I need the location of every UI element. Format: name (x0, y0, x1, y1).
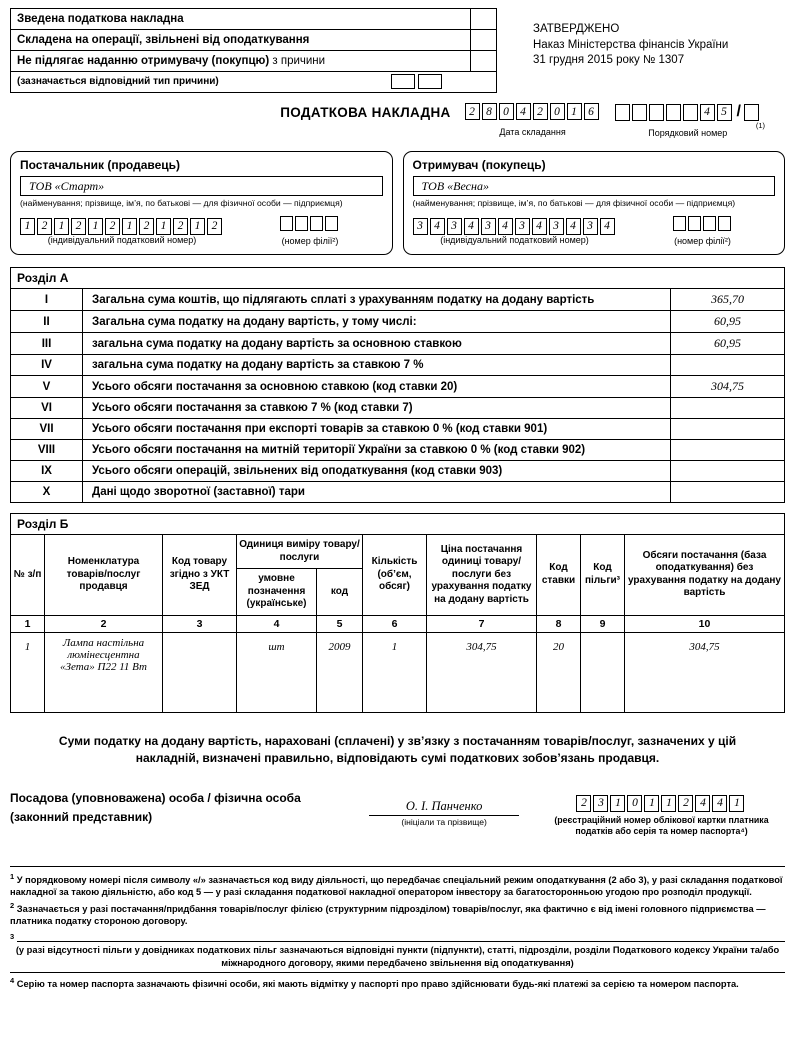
date-cells (465, 103, 601, 120)
digit-cell: 2 (465, 103, 480, 120)
digit-cell: 1 (54, 218, 69, 235)
buyer-branch-caption: (номер філії²) (674, 236, 731, 246)
row-code: X (11, 482, 83, 503)
digit-cell (673, 216, 686, 231)
supplier-branch-group (280, 216, 340, 246)
row-description: загальна сума податку на додану вартість за основною ставкою (83, 333, 671, 355)
footnote-4-text: Серію та номер паспорта зазначають фізичні особи, які мають відмітку у паспорті про право здійснювати будь-які платежі за серією та номером паспорта. (16, 979, 739, 990)
buyer-branch-group (673, 216, 733, 246)
col-number: 6 (363, 615, 427, 632)
digit-cell: 2 (207, 218, 222, 235)
row-amount (671, 482, 785, 503)
reason-type-cell (418, 74, 442, 89)
row-amount (671, 419, 785, 440)
buyer-numbers-row (413, 216, 776, 246)
digit-cell: 3 (481, 218, 496, 235)
not-issued-row (11, 51, 496, 72)
row-amount: 60,95 (671, 333, 785, 355)
section-b-row (11, 632, 785, 712)
footnote-3-rule (17, 941, 785, 942)
digit-cell (649, 104, 664, 121)
digit-cell: 4 (532, 218, 547, 235)
signatory-role-line-2: (законний представник) (10, 809, 153, 824)
digit-cell (703, 216, 716, 231)
digit-cell: 1 (190, 218, 205, 235)
col-number: 7 (427, 615, 537, 632)
col-rate-code: 20 (537, 632, 581, 712)
signatory-role-line-1: Посадова (уповноважена) особа / фізична особа (10, 791, 301, 806)
date-caption: Дата складання (499, 127, 566, 137)
header-volume: Обсяги постачання (база оподаткування) без урахування податку на додану вартість (625, 535, 785, 616)
date-group (465, 103, 601, 140)
row-code: IV (11, 355, 83, 376)
section-a-row (11, 482, 785, 503)
serial-cells (615, 104, 734, 121)
row-amount (671, 398, 785, 419)
supplier-numbers-row (20, 216, 383, 246)
row-amount (671, 440, 785, 461)
header-ukt-code: Код товару згідно з УКТ ЗЕД (163, 535, 237, 616)
digit-cell: 1 (122, 218, 137, 235)
header-unit-group: Одиниця виміру товару/послуги (237, 535, 363, 569)
row-description: Усього обсяги постачання за основною ставкою (код ставки 20) (83, 376, 671, 398)
reason-type-row (11, 72, 496, 92)
footnote-3-blank-line (10, 930, 785, 942)
digit-cell: 2 (533, 103, 548, 120)
supplier-panel (10, 151, 393, 255)
section-a-row (11, 461, 785, 482)
row-amount (671, 461, 785, 482)
col-number: 9 (581, 615, 625, 632)
digit-cell (295, 216, 308, 231)
digit-cell: 3 (593, 795, 608, 812)
col-num: 1 (11, 632, 45, 712)
section-a-row (11, 398, 785, 419)
header-quantity: Кількість (об’єм, обсяг) (363, 535, 427, 616)
digit-cell: 4 (695, 795, 710, 812)
digit-cell: 2 (105, 218, 120, 235)
section-b-header-row-1 (11, 535, 785, 569)
digit-cell (615, 104, 630, 121)
row-description: Загальна сума коштів, що підлягають сплаті з урахуванням податку на додану вартість (83, 289, 671, 311)
row-description: Дані щодо зворотної (заставної) тари (83, 482, 671, 503)
digit-cell: 4 (700, 104, 715, 121)
digit-cell: 1 (20, 218, 35, 235)
section-a-row (11, 333, 785, 355)
buyer-title: Отримувач (покупець) (412, 158, 546, 172)
digit-cell: 4 (516, 103, 531, 120)
footnote-2-marker: 2 (10, 900, 15, 910)
digit-cell (718, 216, 731, 231)
col-volume: 304,75 (625, 632, 785, 712)
supplier-name-value: ТОВ «Старт» (29, 178, 105, 193)
invoice-title-row (10, 103, 765, 141)
footnote-4 (10, 976, 785, 991)
digit-cell: 0 (627, 795, 642, 812)
header-rate-code: Код ставки (537, 535, 581, 616)
digit-cell: 4 (712, 795, 727, 812)
header-section (10, 8, 785, 93)
section-a-title: Розділ А (11, 268, 785, 289)
section-a-row (11, 440, 785, 461)
digit-cell: 3 (549, 218, 564, 235)
digit-cell: 2 (37, 218, 52, 235)
digit-cell: 1 (644, 795, 659, 812)
col-benefit-code (581, 632, 625, 712)
supplier-branch-cells (280, 216, 340, 231)
digit-cell (683, 104, 698, 121)
supplier-branch-caption: (номер філії²) (281, 236, 339, 246)
summary-invoice-checkbox (470, 9, 496, 29)
digit-cell (325, 216, 338, 231)
approved-line-1: ЗАТВЕРДЖЕНО (533, 23, 620, 35)
serial-extra-cells (744, 104, 761, 121)
footnote-1 (10, 872, 785, 899)
col-unit-code: 2009 (317, 632, 363, 712)
col-number: 8 (537, 615, 581, 632)
row-amount: 365,70 (671, 289, 785, 311)
row-amount: 60,95 (671, 311, 785, 333)
col-number: 1 (11, 615, 45, 632)
section-a-row (11, 311, 785, 333)
reason-type-label: (зазначається відповідний тип причини) (17, 76, 219, 87)
digit-cell: 2 (576, 795, 591, 812)
col-number: 2 (45, 615, 163, 632)
buyer-panel (403, 151, 786, 255)
digit-cell: 2 (173, 218, 188, 235)
digit-cell: 6 (584, 103, 599, 120)
exempt-operations-row (11, 30, 496, 51)
section-b-table (10, 513, 785, 713)
col-price: 304,75 (427, 632, 537, 712)
header-price: Ціна постачання одиниці товару/послуги без урахування податку на додану вартість (427, 535, 537, 616)
supplier-name-field (20, 176, 383, 196)
col-quantity: 1 (363, 632, 427, 712)
row-amount: 304,75 (671, 376, 785, 398)
serial-footnote-ref: (1) (755, 121, 765, 130)
buyer-branch-cells (673, 216, 733, 231)
digit-cell: 0 (499, 103, 514, 120)
digit-cell: 2 (71, 218, 86, 235)
approved-block (533, 8, 785, 69)
digit-cell: 2 (678, 795, 693, 812)
row-code: VI (11, 398, 83, 419)
digit-cell: 1 (567, 103, 582, 120)
section-a-table (10, 267, 785, 503)
digit-cell: 2 (139, 218, 154, 235)
supplier-tax-cells (20, 218, 224, 235)
row-description: Усього обсяги постачання за ставкою 7 % (код ставки 7) (83, 398, 671, 419)
not-issued-checkbox (470, 51, 496, 71)
row-description: Загальна сума податку на додану вартість, у тому числі: (83, 311, 671, 333)
supplier-title: Постачальник (продавець) (20, 158, 181, 172)
col-number: 4 (237, 615, 317, 632)
row-amount (671, 355, 785, 376)
col-ukt-code (163, 632, 237, 712)
not-issued-label-bold: Не підлягає наданню отримувачу (покупцю) (17, 55, 270, 67)
serial-caption: Порядковий номер (648, 128, 728, 138)
digit-cell: 3 (515, 218, 530, 235)
col-nomenclature: Лампа настільна люмінесцентна «Зета» П22 11 Вт (45, 632, 163, 712)
header-row-number: № з/п (11, 535, 45, 616)
registration-number-block (538, 789, 785, 837)
exempt-operations-checkbox (470, 30, 496, 50)
footnote-4-marker: 4 (10, 976, 15, 986)
section-a-row (11, 289, 785, 311)
row-description: Усього обсяги постачання при експорті товарів за ставкою 0 % (код ставки 901) (83, 419, 671, 440)
row-code: II (11, 311, 83, 333)
invoice-type-box (10, 8, 497, 93)
header-benefit-code: Код пільги³ (581, 535, 625, 616)
row-code: I (11, 289, 83, 311)
digit-cell (632, 104, 647, 121)
approved-line-3: 31 грудня 2015 року № 1307 (533, 54, 685, 67)
row-code: VIII (11, 440, 83, 461)
supplier-tax-number-group (20, 216, 224, 245)
digit-cell: 3 (447, 218, 462, 235)
supplier-name-caption: (найменування; прізвище, ім’я, по батькові — для фізичної особи — підприємця) (20, 198, 343, 208)
digit-cell (280, 216, 293, 231)
supplier-tax-caption: (індивідуальний податковий номер) (47, 234, 197, 245)
section-b-column-numbers-row (11, 615, 785, 632)
signature-name-block (350, 789, 538, 827)
parties-section (10, 151, 785, 255)
digit-cell: 4 (498, 218, 513, 235)
digit-cell (744, 104, 759, 121)
registration-number-cells (576, 795, 746, 812)
section-b-title-row (11, 514, 785, 535)
section-b-title: Розділ Б (11, 514, 785, 535)
footnote-3-marker: 3 (10, 931, 15, 941)
digit-cell: 3 (413, 218, 428, 235)
footnote-2 (10, 901, 785, 928)
footnote-1-text: У порядковому номері після символу «/» зазначається код виду діяльності, що передбачає спеціальний режим оподаткування (2 або 3), у разі складання податкової накладної за такою діяльністю, або код 5 — у разі складання податкової накладної оператором інвестору за багатосторонньою угодою про розподіл продукції. (10, 874, 783, 898)
buyer-tax-number-group (413, 216, 617, 245)
buyer-name-field (413, 176, 776, 196)
section-a-title-row (11, 268, 785, 289)
registration-number-caption: (реєстраційний номер облікової картки платника податків або серія та номер паспорта⁴) (554, 814, 769, 837)
section-a-row (11, 419, 785, 440)
col-number: 5 (317, 615, 363, 632)
signature-name-caption: (ініціали та прізвище) (401, 817, 487, 828)
digit-cell: 4 (600, 218, 615, 235)
signature-section (10, 789, 785, 837)
digit-cell: 1 (729, 795, 744, 812)
row-code: III (11, 333, 83, 355)
row-description: Усього обсяги постачання на митній території України за ставкою 0 % (код ставки 902) (83, 440, 671, 461)
row-code: VII (11, 419, 83, 440)
digit-cell: 0 (550, 103, 565, 120)
digit-cell (688, 216, 701, 231)
header-nomenclature: Номенклатура товарів/послуг продавця (45, 535, 163, 616)
section-a-row (11, 355, 785, 376)
footnotes-section (10, 866, 785, 991)
buyer-tax-caption: (індивідуальний податковий номер) (440, 234, 589, 245)
digit-cell: 8 (482, 103, 497, 120)
not-issued-label-rest: з причини (272, 55, 326, 67)
row-description: загальна сума податку на додану вартість за ставкою 7 % (83, 355, 671, 376)
summary-invoice-label: Зведена податкова накладна (17, 13, 184, 25)
digit-cell (666, 104, 681, 121)
reason-type-cells (391, 74, 442, 89)
slash-separator: / (736, 103, 741, 120)
section-a-row (11, 376, 785, 398)
buyer-tax-cells (413, 218, 617, 235)
header-unit-code: код (317, 569, 363, 616)
col-number: 10 (625, 615, 785, 632)
invoice-title: ПОДАТКОВА НАКЛАДНА (280, 105, 451, 120)
digit-cell: 4 (464, 218, 479, 235)
digit-cell: 4 (430, 218, 445, 235)
footnote-2-text: Зазначається у разі постачання/придбання товарів/послуг філією (структурним підрозділом) товарів/послуг, яка фактично є від імені головного підприємства — платника податку стороною договору. (10, 903, 766, 927)
footnote-1-marker: 1 (10, 871, 15, 881)
col-unit-name: шт (237, 632, 317, 712)
vat-statement: Суми податку на додану вартість, нараховані (сплачені) у зв’язку з постачанням товарів/послуг, зазначених у цій накладній, визначені правильно, відповідають сумі податкових зобов’язань продавця. (58, 733, 737, 765)
digit-cell: 3 (583, 218, 598, 235)
row-code: V (11, 376, 83, 398)
buyer-name-value: ТОВ «Весна» (421, 178, 489, 193)
digit-cell: 1 (156, 218, 171, 235)
digit-cell: 1 (88, 218, 103, 235)
exempt-operations-label: Складена на операції, звільнені від оподаткування (17, 34, 310, 46)
col-number: 3 (163, 615, 237, 632)
signatory-role-label (10, 789, 324, 826)
not-issued-label (11, 53, 470, 69)
approved-line-2: Наказ Міністерства фінансів України (533, 38, 729, 51)
reason-type-cell (391, 74, 415, 89)
summary-invoice-row (11, 9, 496, 30)
row-description: Усього обсяги операцій, звільнених від оподаткування (код ставки 903) (83, 461, 671, 482)
digit-cell (310, 216, 323, 231)
digit-cell: 1 (610, 795, 625, 812)
serial-number-group (615, 103, 765, 141)
footnote-3-caption: (у разі відсутності пільги у довідниках податкових пільг зазначаються відповідні пункти (підпункти), статті, підрозділи, розділи Податкового кодексу України та/або міжнародного договору, якими передбачено звільнення від оподаткування) (10, 942, 785, 973)
buyer-name-caption: (найменування; прізвище, ім’я, по батькові — для фізичної особи — підприємця) (412, 198, 736, 208)
digit-cell: 1 (661, 795, 676, 812)
header-unit-name: умовне позначення (українське) (237, 569, 317, 616)
digit-cell: 4 (566, 218, 581, 235)
signature-name: О. І. Панченко (369, 799, 519, 816)
row-code: IX (11, 461, 83, 482)
digit-cell: 5 (717, 104, 732, 121)
